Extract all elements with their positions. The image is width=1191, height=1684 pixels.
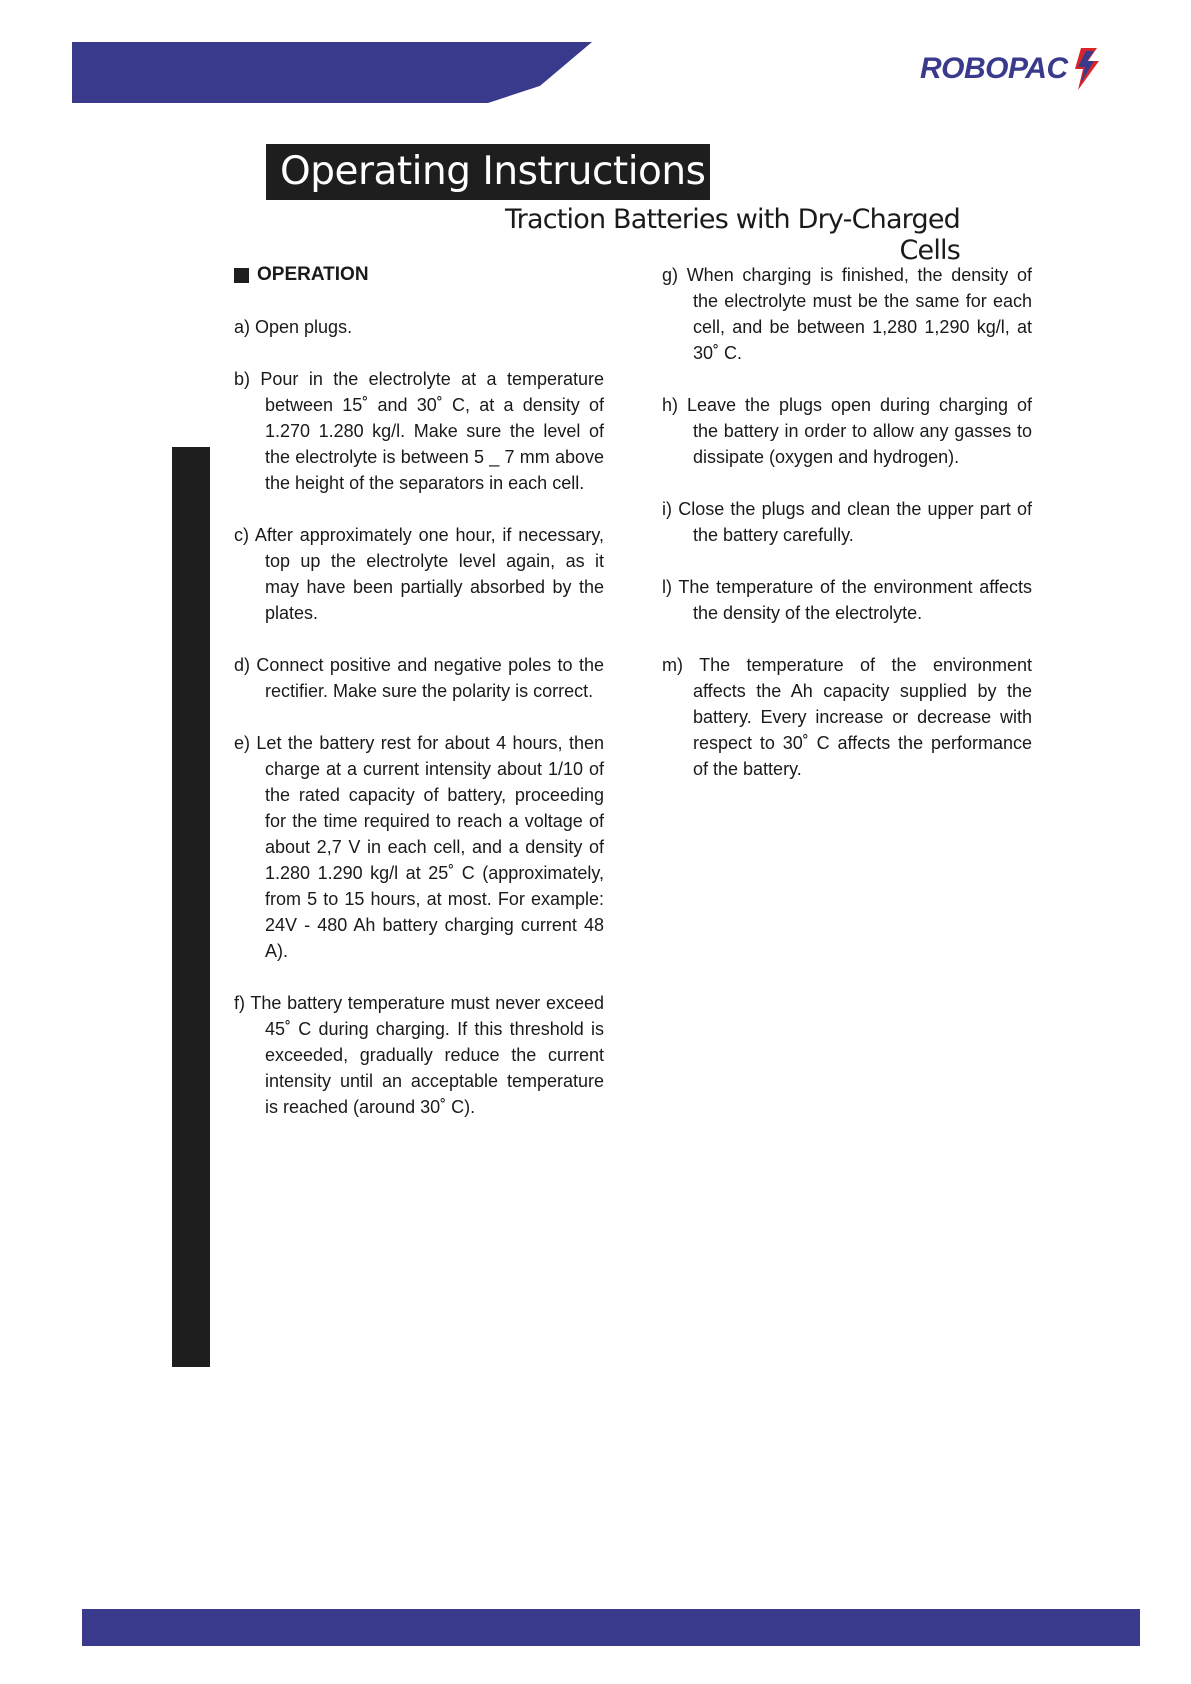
instruction-item-b: b) Pour in the electrolyte at a temperature between 15˚ and 30˚ C, at a density of 1.270 1.280 kg/l. Make sure the level of the electrolyte is between 5 _ 7 mm above the height of the separators in each cell. (234, 369, 604, 493)
robopac-logo (920, 46, 1102, 92)
instruction-item-i: i) Close the plugs and clean the upper part of the battery carefully. (662, 499, 1032, 545)
instruction-item-g: g) When charging is finished, the density of the electrolyte must be the same for each cell, and be between 1,280 1,290 kg/l, at 30˚ C. (662, 265, 1032, 363)
instruction-item-l: l) The temperature of the environment affects the density of the electrolyte. (662, 577, 1032, 623)
page-subtitle: Traction Batteries with Dry-Charged Cells (504, 204, 960, 266)
side-tab-bar (172, 447, 210, 1367)
footer-band (82, 1609, 1140, 1646)
instruction-item-a: a) Open plugs. (234, 317, 353, 337)
section-heading-label: OPERATION (257, 264, 369, 285)
lightning-bolt-icon (1066, 46, 1102, 92)
header-band (72, 42, 592, 103)
instruction-item-c: c) After approximately one hour, if necessary, top up the electrolyte level again, as it may have been partially absorbed by the plates. (234, 525, 604, 623)
instruction-item-h: h) Leave the plugs open during charging of the battery in order to allow any gasses to dissipate (oxygen and hydrogen). (662, 395, 1032, 467)
logo-wordmark: ROBOPAC (920, 52, 1068, 85)
instruction-item-f: f) The battery temperature must never exceed 45˚ C during charging. If this threshold is exceeded, gradually reduce the current intensity until an acceptable temperature is reached (around 30˚ C). (234, 993, 604, 1117)
bullet-square-icon (234, 268, 249, 283)
section-heading (234, 262, 604, 288)
left-column (234, 262, 604, 1146)
right-column (662, 262, 1032, 808)
instruction-item-m: m) The temperature of the environment affects the Ah capacity supplied by the battery. Every increase or decrease with respect to 30˚ C affects the performance of the battery. (662, 655, 1032, 779)
page-title: Operating Instructions (266, 144, 710, 200)
instruction-item-e: e) Let the battery rest for about 4 hours, then charge at a current intensity about 1/10 of the rated capacity of battery, proceeding for the time required to reach a voltage of about 2,7 V in each cell, and a density of 1.280 1.290 kg/l at 25˚ C (approximately, from 5 to 15 hours, at most. For example: 24V - 480 Ah battery charging current 48 A). (234, 733, 604, 961)
instruction-item-d: d) Connect positive and negative poles to the rectifier. Make sure the polarity is correct. (234, 655, 604, 701)
